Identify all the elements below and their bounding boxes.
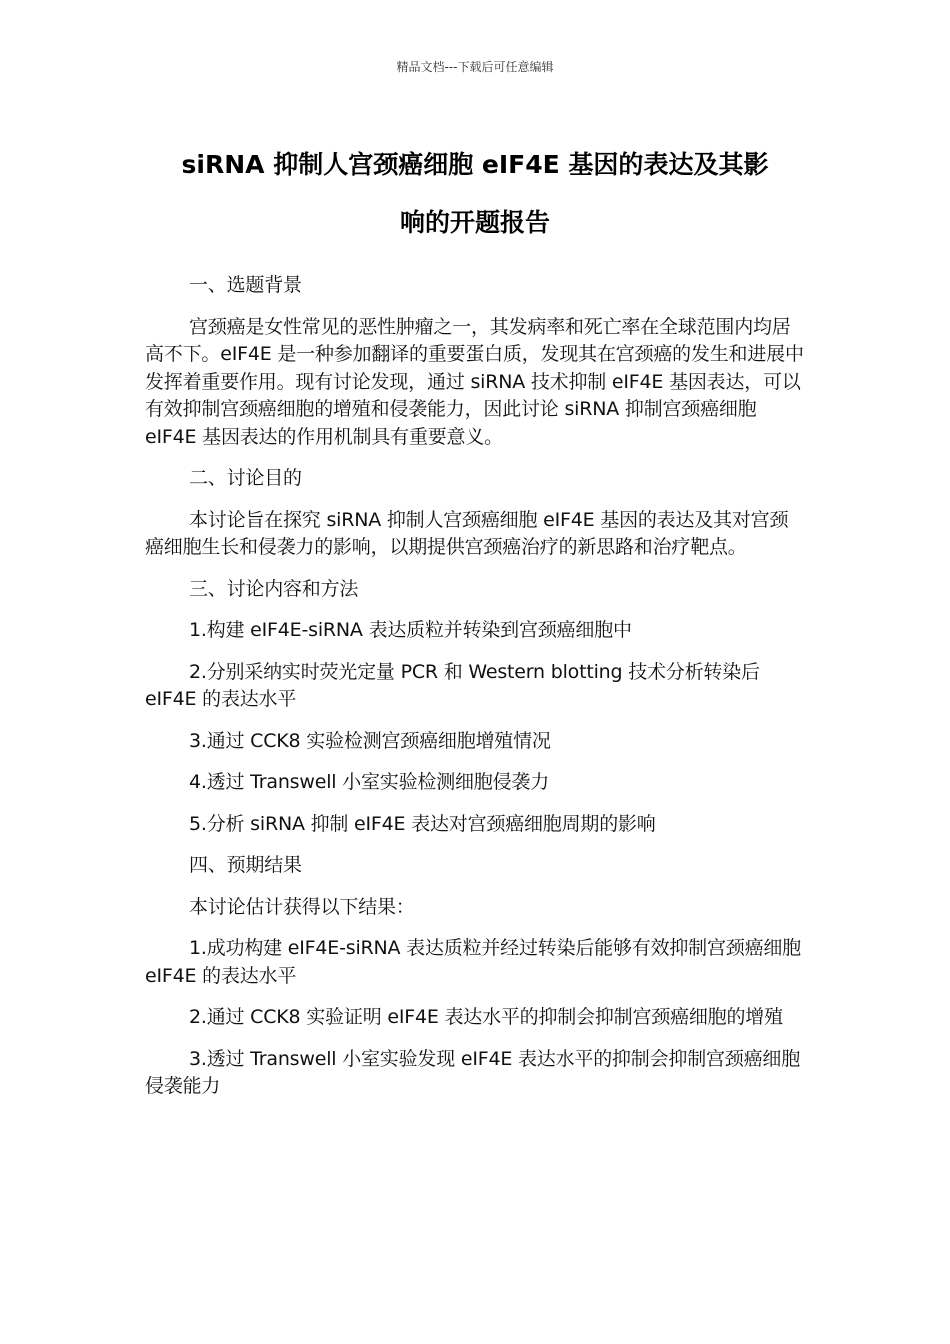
document-body: [145, 272, 805, 1115]
section-heading-methods: 三、讨论内容和方法: [189, 577, 359, 600]
section-heading-expected-results: 四、预期结果: [189, 854, 302, 876]
expected-results-intro: 本讨论估计获得以下结果：: [189, 895, 415, 918]
method-item-2: 2.分别采纳实时荧光定量 PCR 和 Western blotting 技术分析转染后 eIF4E 的表达水平: [145, 660, 760, 710]
paragraph-background: 宫颈癌是女性常见的恶性肿瘤之一，其发病率和死亡率在全球范围内均居高不下。eIF4E 是一种参加翻译的重要蛋白质，发现其在宫颈癌的发生和进展中发挥着重要作用。现有讨论发现，通过 siRNA 技术抑制 eIF4E 基因表达，可以有效抑制宫颈癌细胞的增殖和侵袭能力，因此讨论 siRNA 抑制宫颈癌细胞 eIF4E 基因表达的作用机制具有重要意义。: [145, 315, 804, 448]
document-title: [145, 136, 805, 252]
expected-result-item-2: 2.通过 CCK8 实验证明 eIF4E 表达水平的抑制会抑制宫颈癌细胞的增殖: [189, 1006, 783, 1028]
method-item-3: 3.通过 CCK8 实验检测宫颈癌细胞增殖情况: [189, 729, 551, 752]
section-heading-purpose: 二、讨论目的: [189, 467, 302, 489]
header-note: 精品文档---下载后可任意编辑: [396, 60, 554, 74]
method-item-1: 1.构建 eIF4E-siRNA 表达质粒并转染到宫颈癌细胞中: [189, 619, 632, 641]
expected-result-item-1: 1.成功构建 eIF4E-siRNA 表达质粒并经过转染后能够有效抑制宫颈癌细胞 eIF4E 的表达水平: [145, 937, 801, 987]
paragraph-purpose: 本讨论旨在探究 siRNA 抑制人宫颈癌细胞 eIF4E 基因的表达及其对宫颈癌细胞生长和侵袭力的影响，以期提供宫颈癌治疗的新思路和治疗靶点。: [145, 508, 789, 558]
expected-result-item-3: 3.透过 Transwell 小室实验发现 eIF4E 表达水平的抑制会抑制宫颈癌细胞侵袭能力: [145, 1047, 800, 1097]
title-line-2: 响的开题报告: [399, 208, 550, 237]
method-item-5: 5.分析 siRNA 抑制 eIF4E 表达对宫颈癌细胞周期的影响: [189, 812, 656, 835]
section-heading-background: 一、选题背景: [189, 274, 302, 296]
title-line-1: siRNA 抑制人宫颈癌细胞 eIF4E 基因的表达及其影: [181, 150, 769, 179]
method-item-4: 4.透过 Transwell 小室实验检测细胞侵袭力: [189, 771, 550, 793]
